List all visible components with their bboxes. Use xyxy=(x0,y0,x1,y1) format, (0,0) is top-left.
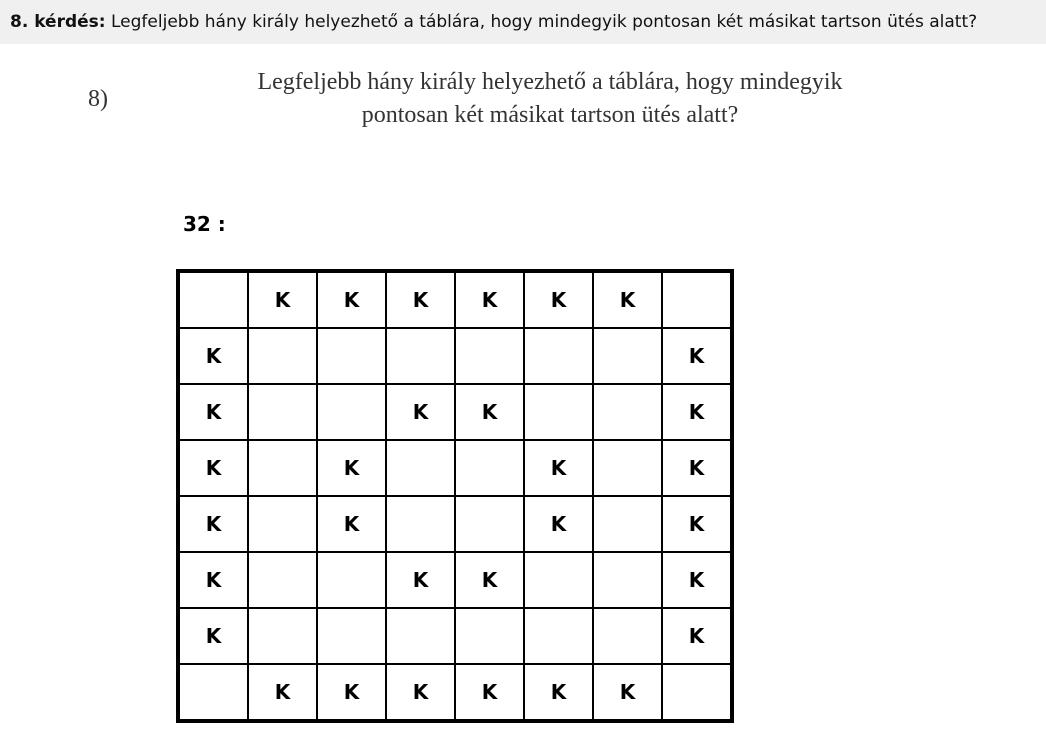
board-cell-king: K xyxy=(248,664,317,721)
board-cell-king: K xyxy=(178,328,248,384)
board-cell-empty xyxy=(317,552,386,608)
board-cell-king: K xyxy=(455,552,524,608)
board-cell-empty xyxy=(248,328,317,384)
board-cell-king: K xyxy=(662,496,732,552)
board-cell-king: K xyxy=(178,440,248,496)
board-cell-king: K xyxy=(317,496,386,552)
board-cell-empty xyxy=(317,608,386,664)
board-cell-king: K xyxy=(178,384,248,440)
board-cell-empty xyxy=(248,384,317,440)
board-cell-king: K xyxy=(662,384,732,440)
question-label: 8. kérdés: xyxy=(10,12,106,32)
board-cell-king: K xyxy=(662,440,732,496)
board-row xyxy=(178,271,732,328)
board-row xyxy=(178,440,732,496)
board-cell-king: K xyxy=(662,552,732,608)
board-cell-empty xyxy=(524,552,593,608)
board-cell-king: K xyxy=(524,664,593,721)
board-cell-empty xyxy=(593,552,662,608)
board-cell-king: K xyxy=(662,608,732,664)
chess-board xyxy=(176,269,734,723)
board-cell-empty xyxy=(248,496,317,552)
board-cell-empty xyxy=(524,328,593,384)
board-cell-empty xyxy=(524,384,593,440)
question-text: Legfeljebb hány király helyezhető a táblára, hogy mindegyik pontosan két másikat tartson ütés alatt? xyxy=(111,12,978,32)
board-cell-king: K xyxy=(593,664,662,721)
board-cell-empty xyxy=(455,496,524,552)
problem-line-1: Legfeljebb hány király helyezhető a táblára, hogy mindegyik xyxy=(257,69,843,95)
board-cell-king: K xyxy=(386,384,455,440)
board-cell-king: K xyxy=(593,271,662,328)
board-cell-king: K xyxy=(386,664,455,721)
board-cell-empty xyxy=(593,496,662,552)
board-row xyxy=(178,384,732,440)
board-cell-king: K xyxy=(455,384,524,440)
board-cell-king: K xyxy=(178,496,248,552)
board-cell-empty xyxy=(593,384,662,440)
board-cell-empty xyxy=(386,328,455,384)
board-cell-empty xyxy=(593,608,662,664)
board-cell-empty xyxy=(455,608,524,664)
board-cell-empty xyxy=(386,496,455,552)
board-cell-empty xyxy=(386,440,455,496)
board-cell-empty xyxy=(662,664,732,721)
board-cell-empty xyxy=(248,552,317,608)
answer-value: 32 : xyxy=(183,212,226,236)
question-header xyxy=(0,0,1046,44)
board-cell-king: K xyxy=(386,552,455,608)
board-cell-empty xyxy=(178,664,248,721)
board-row xyxy=(178,496,732,552)
board-cell-king: K xyxy=(662,328,732,384)
board-cell-empty xyxy=(524,608,593,664)
board-cell-king: K xyxy=(524,496,593,552)
board-cell-empty xyxy=(178,271,248,328)
board-cell-empty xyxy=(317,328,386,384)
board-cell-king: K xyxy=(455,271,524,328)
board-cell-king: K xyxy=(524,271,593,328)
board-row xyxy=(178,608,732,664)
board-row xyxy=(178,552,732,608)
board-cell-empty xyxy=(662,271,732,328)
board-cell-king: K xyxy=(317,664,386,721)
board-cell-king: K xyxy=(178,552,248,608)
board-cell-empty xyxy=(386,608,455,664)
board-cell-empty xyxy=(593,328,662,384)
board-cell-king: K xyxy=(386,271,455,328)
board-cell-king: K xyxy=(524,440,593,496)
board-cell-empty xyxy=(455,440,524,496)
board-cell-king: K xyxy=(317,271,386,328)
board-cell-king: K xyxy=(455,664,524,721)
problem-line-2: pontosan két másikat tartson ütés alatt? xyxy=(361,102,739,128)
problem-statement xyxy=(200,66,900,132)
board-cell-king: K xyxy=(248,271,317,328)
board-cell-empty xyxy=(248,440,317,496)
board-cell-king: K xyxy=(317,440,386,496)
board-cell-empty xyxy=(248,608,317,664)
board-cell-empty xyxy=(455,328,524,384)
board-cell-king: K xyxy=(178,608,248,664)
problem-number: 8) xyxy=(88,86,108,112)
board-row xyxy=(178,664,732,721)
board-row xyxy=(178,328,732,384)
board-cell-empty xyxy=(593,440,662,496)
board-cell-empty xyxy=(317,384,386,440)
